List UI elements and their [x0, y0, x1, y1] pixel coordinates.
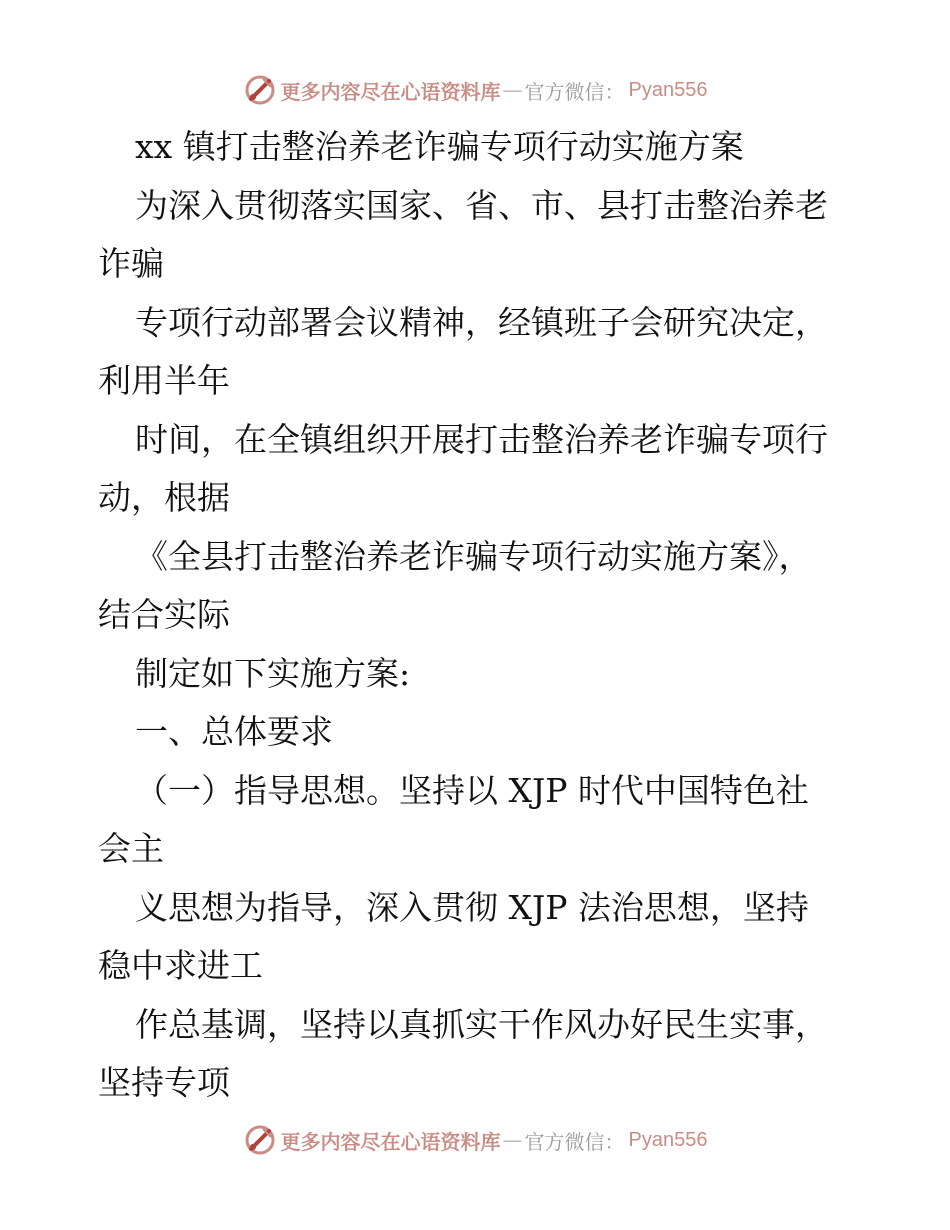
paragraph-line: 专项行动部署会议精神，经镇班子会研究决定， — [135, 303, 828, 342]
paragraph-line: 稳中求进工 — [98, 946, 263, 985]
paragraph-line: 《全县打击整治养老诈骗专项行动实施方案》， — [135, 537, 812, 576]
paragraph-line: 诈骗 — [98, 244, 164, 283]
banner-wechat-label: 官方微信： — [524, 1129, 625, 1154]
section-heading: 一、总体要求 — [135, 712, 333, 751]
footer-watermark-banner — [0, 1120, 950, 1160]
document-title: xx 镇打击整治养老诈骗专项行动实施方案 — [135, 127, 744, 166]
paragraph-line: 结合实际 — [98, 595, 230, 634]
paragraph-line: （一）指导思想。坚持以 XJP 时代中国特色社 — [135, 771, 809, 810]
paragraph-line: 会主 — [98, 829, 164, 868]
banner-wechat-label: 官方微信： — [524, 79, 625, 104]
banner-wechat-id: Pyan556 — [628, 78, 708, 101]
paragraph-line: 作总基调，坚持以真抓实干作风办好民生实事， — [135, 1005, 828, 1044]
banner-dash: — — [502, 78, 523, 102]
banner-site-name: 更多内容尽在心语资料库 — [280, 1129, 501, 1154]
paragraph-line: 义思想为指导，深入贯彻 XJP 法治思想，坚持 — [135, 888, 809, 927]
brush-logo-icon — [243, 1123, 277, 1157]
paragraph-line: 时间，在全镇组织开展打击整治养老诈骗专项行 — [135, 420, 828, 459]
paragraph-line: 制定如下实施方案: — [135, 654, 411, 693]
paragraph-line: 为深入贯彻落实国家、省、市、县打击整治养老 — [135, 186, 828, 225]
paragraph-line: 动，根据 — [98, 478, 230, 517]
banner-site-name: 更多内容尽在心语资料库 — [280, 79, 501, 104]
paragraph-line: 利用半年 — [98, 361, 230, 400]
banner-wechat-id: Pyan556 — [628, 1128, 708, 1151]
paragraph-line: 坚持专项 — [98, 1063, 230, 1102]
banner-dash: — — [502, 1128, 523, 1152]
